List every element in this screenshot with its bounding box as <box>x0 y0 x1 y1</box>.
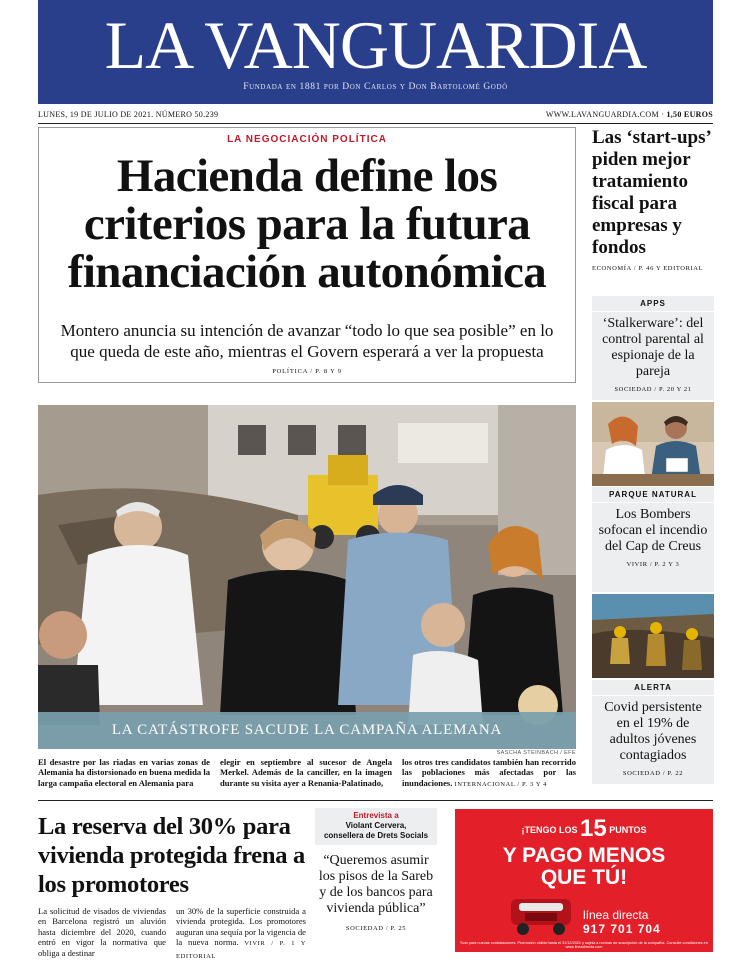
photo-credit: SASCHA STEINBACH / EFE <box>496 750 576 756</box>
parque-label: PARQUE NATURAL <box>592 487 714 503</box>
interview-page-ref: SOCIEDAD / P. 25 <box>345 925 407 932</box>
parque-title[interactable]: Los Bombers sofocan el incendio del Cap de Creus <box>598 507 708 554</box>
parque-box[interactable] <box>592 487 714 592</box>
vivienda-col1: La solicitud de visados de viviendas en Barcelona registró un aluvión hasta diciembre del 2020, cuando entró en vigor la normativa que obliga a destinar <box>38 906 166 958</box>
divider <box>38 123 713 124</box>
price: 1,50 EUROS <box>666 110 713 119</box>
lead-headline[interactable]: Hacienda define los criterios para la futura financiación autonómica <box>67 150 547 298</box>
photo-story-page-ref: INTERNACIONAL / P. 3 Y 4 <box>454 780 547 788</box>
lead-kicker: LA NEGOCIACIÓN POLÍTICA <box>227 134 387 145</box>
interview-label: Entrevista a <box>353 811 399 820</box>
lead-deck: Montero anuncia su intención de avanzar “todo lo que sea posible” en lo que queda de este año, mientras el Govern esperará a ver la propuesta <box>60 321 554 361</box>
ad-line-1-pre: ¡TENGO LOS <box>521 825 578 835</box>
vivienda-col2 <box>176 906 306 960</box>
interview-role: consellera de Drets Socials <box>323 831 429 840</box>
photo-story-text-1: El desastre por las riadas en varias zonas de Alemania ha distorsionado en buena medida la larga campaña electoral en Alemania para <box>38 757 210 788</box>
photo-story-col1 <box>38 757 210 788</box>
masthead <box>38 0 713 104</box>
dateline <box>38 110 713 124</box>
apps-title[interactable]: ‘Stalkerware’: del control parental al espionaje de la pareja <box>602 316 704 379</box>
issue-date: LUNES, 19 DE JULIO DE 2021. NÚMERO 50.239 <box>38 110 219 119</box>
apps-box[interactable] <box>592 296 714 400</box>
founded-line: Fundada en 1881 por Don Carlos y Don Bartolomé Godó <box>243 82 508 92</box>
site-and-price <box>546 110 713 119</box>
separator: · <box>661 110 667 119</box>
startups-headline[interactable]: Las ‘start-ups’ piden mejor tratamiento fiscal para empresas y fondos <box>592 127 711 258</box>
ad-line-2: Y PAGO MENOS <box>502 844 666 867</box>
phone-on-wheels-icon <box>505 895 577 937</box>
divider <box>38 800 713 801</box>
ad-slogan <box>455 845 713 889</box>
alerta-label: ALERTA <box>592 680 714 696</box>
vivienda-page-ref: VIVIR / P. 1 Y EDITORIAL <box>176 940 306 960</box>
lead-story[interactable] <box>38 127 576 383</box>
alerta-page-ref: SOCIEDAD / P. 22 <box>622 770 684 777</box>
fire-photo <box>592 594 714 678</box>
ad-brand: línea directa <box>583 908 649 922</box>
ad-fine-print: Solo para nuevas contrataciones. Promoción válida hasta el 31/12/2021 y sujeta a normas de suscripción de la compañía. Consulte condiciones en www.lineadirecta.com <box>460 941 708 949</box>
apps-label: APPS <box>592 296 714 312</box>
website-link[interactable]: WWW.LAVANGUARDIA.COM <box>545 110 659 119</box>
ad-line-1 <box>455 815 713 843</box>
ad-line-1-post: PUNTOS <box>609 825 647 835</box>
ad-points-number: 15 <box>579 815 607 842</box>
photo-story-text-3: los otros tres candidatos también han recorrido las poblaciones más afectadas por las inundaciones. <box>402 757 576 788</box>
interview-tag <box>315 808 437 845</box>
interview-name: Violant Cervera, <box>345 821 407 830</box>
ad-line-3: QUE TÚ! <box>540 866 628 889</box>
apps-page-ref: SOCIEDAD / P. 20 Y 21 <box>614 386 692 393</box>
alerta-box[interactable] <box>592 680 714 784</box>
flood-scene-image <box>38 405 576 749</box>
main-photo[interactable] <box>38 405 576 749</box>
interview-quote[interactable]: “Queremos asumir los pisos de la Sareb y de los bancos para vivienda pública” <box>318 853 434 916</box>
lead-page-ref: POLÍTICA / P. 8 Y 9 <box>272 368 342 375</box>
apps-photo <box>592 402 714 486</box>
vivienda-text-2: un 30% de la superficie construida a vivienda protegida. Los promotores auguran una sequía por la vigencia de la nueva norma. <box>176 906 306 948</box>
newspaper-logo[interactable]: LA VANGUARDIA <box>104 7 647 83</box>
startups-story[interactable] <box>592 127 714 272</box>
alerta-title[interactable]: Covid persistente en el 19% de adultos jóvenes contagiados <box>604 700 702 763</box>
vivienda-headline[interactable]: La reserva del 30% para vivienda protegida frena a los promotores <box>38 813 305 898</box>
linea-directa-ad[interactable] <box>455 809 713 952</box>
interview-box[interactable] <box>315 808 437 932</box>
parque-page-ref: VIVIR / P. 2 Y 3 <box>626 561 680 568</box>
photo-story-col3 <box>402 757 576 790</box>
photo-story-col2 <box>220 757 392 788</box>
startups-page-ref: ECONOMÍA / P. 46 Y EDITORIAL <box>592 265 704 272</box>
photo-caption: LA CATÁSTROFE SACUDE LA CAMPAÑA ALEMANA <box>38 712 576 749</box>
ad-phone-number[interactable]: 917 701 704 <box>583 922 661 936</box>
photo-story-text-2: elegir en septiembre al sucesor de Angela Merkel. Además de la canciller, en la imagen durante su visita ayer a Renania-Palatinado, <box>220 757 392 788</box>
